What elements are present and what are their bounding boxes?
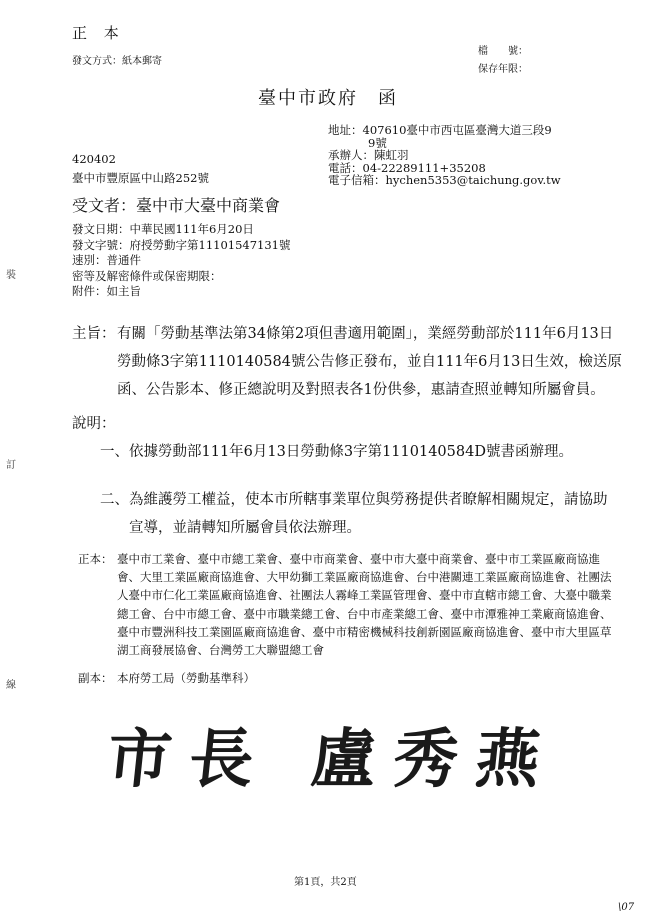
duplicate-copy-recipients: 本府勞工局（勞動基準科） xyxy=(117,671,255,685)
recipient-postcode: 420402 xyxy=(72,152,116,166)
document-title: 臺中市政府 函 xyxy=(258,88,398,109)
subject-label: 主旨： xyxy=(72,326,116,342)
recipient-address: 臺中市豐原區中山路252號 xyxy=(72,171,209,185)
document-number: 發文字號：府授勞動字第11101547131號 xyxy=(72,237,291,252)
explanation-item-2-text: 為維護勞工權益，使本市所轄事業單位與勞務提供者瞭解相關規定，請協助宣導，並請轉知所屬會員依法辦理。 xyxy=(129,492,608,536)
mayor-signature: 市長 盧秀燕 xyxy=(103,722,562,797)
original-copy-recipients: 臺中市工業會、臺中市總工業會、臺中市商業會、臺中市大臺中商業會、臺中市工業區廠商協進會、大里工業區廠商協進會、大甲幼獅工業區廠商協進會、台中港關連工業區廠商協進會、社團法人臺中市仁化工業區廠商協進會、社團法人霧峰工業區管理會、臺中市直轄市總工會、大臺中職業總工會、台中市總工會、臺中市職業總工會、台中市產業總工會、臺中市潭雅神工業廠商協進會、臺中市豐洲科技工業園區廠商協進會、臺中市精密機械科技創新園區廠商協進會、臺中市大里區草湖工商發展協會、台灣勞工大聯盟總工會 xyxy=(117,552,612,658)
binding-mark-ding: 訂 xyxy=(6,460,16,471)
meta-block xyxy=(72,222,290,300)
retention-label: 保存年限： xyxy=(478,64,528,75)
explanation-item-1-text: 依據勞動部111年6月13日勞動條3字第1110140584D號書函辦理。 xyxy=(129,444,573,460)
sender-block xyxy=(328,124,561,187)
addressee: 受文者：臺中市大臺中商業會 xyxy=(72,196,281,215)
binding-mark-xian: 線 xyxy=(6,680,16,691)
duplicate-copy-label: 副本： xyxy=(78,671,113,685)
explanation-item-2-num: 二、 xyxy=(100,492,129,508)
binding-mark-zhuang: 裝 xyxy=(6,270,16,281)
speed-class: 速別：普通件 xyxy=(72,253,141,268)
sender-address-line1: 地址：407610臺中市西屯區臺灣大道三段9 xyxy=(328,123,552,137)
page-number: 第1頁，共2頁 xyxy=(294,877,357,888)
sender-contact: 承辦人：陳虹羽 xyxy=(328,148,409,162)
attachment: 附件：如主旨 xyxy=(72,284,141,299)
sender-phone: 電話：04-22289111+35208 xyxy=(328,160,486,175)
sender-address-line2: 9號 xyxy=(368,135,387,150)
sender-email: 電子信箱：hychen5353@taichung.gov.tw xyxy=(328,173,561,187)
file-number-label: 檔 號： xyxy=(478,46,528,57)
copy-mark: 正 本 xyxy=(72,24,125,42)
explanation-label: 說明： xyxy=(72,416,116,432)
corner-mark: \07 xyxy=(618,902,635,913)
secrecy-level: 密等及解密條件或保密期限： xyxy=(72,268,222,283)
issue-date: 發文日期：中華民國111年6月20日 xyxy=(72,222,254,236)
original-copy-label: 正本： xyxy=(78,552,113,566)
send-method: 發文方式：紙本郵寄 xyxy=(72,56,162,67)
subject-text: 有關「勞動基準法第34條第2項但書適用範圍」，業經勞動部於111年6月13日勞動條3字第1110140584號公告修正發布，並自111年6月13日生效，檢送原函、公告影本、修正總說明及對照表各1份供參，惠請查照並轉知所屬會員。 xyxy=(117,326,622,398)
explanation-item-1-num: 一、 xyxy=(100,444,129,460)
